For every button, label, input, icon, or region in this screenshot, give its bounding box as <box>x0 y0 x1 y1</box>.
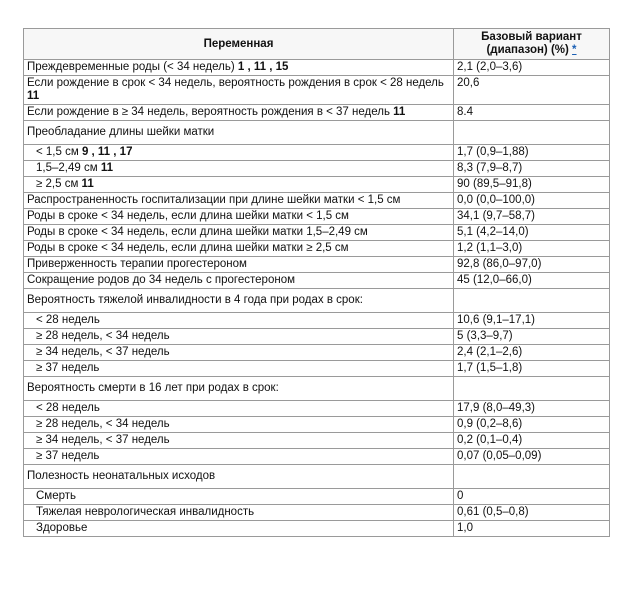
row-value-cell <box>454 401 610 417</box>
row-label-cell <box>24 105 454 121</box>
row-value-cell <box>454 225 610 241</box>
table-row <box>24 145 610 161</box>
table-row <box>24 489 610 505</box>
row-label: Вероятность смерти в 16 лет при родах в срок: <box>27 382 279 394</box>
row-value-cell <box>454 177 610 193</box>
row-label-cell <box>24 225 454 241</box>
row-label-cell <box>24 145 454 161</box>
row-value-cell <box>454 145 610 161</box>
row-references: 9 , 11 , 17 <box>78 146 133 158</box>
row-label: ≥ 28 недель, < 34 недель <box>36 330 170 342</box>
table-row <box>24 433 610 449</box>
row-value: 0,07 (0,05–0,09) <box>457 450 542 462</box>
row-value: 45 (12,0–66,0) <box>457 274 532 286</box>
table-row <box>24 193 610 209</box>
row-label: ≥ 2,5 см <box>36 178 79 190</box>
row-label-cell <box>24 76 454 105</box>
row-label-cell <box>24 193 454 209</box>
table-row <box>24 329 610 345</box>
row-label-cell <box>24 161 454 177</box>
row-label: Распространенность госпитализации при длине шейки матки < 1,5 см <box>27 194 401 206</box>
table-row <box>24 225 610 241</box>
row-value-cell <box>454 417 610 433</box>
row-label: Смерть <box>36 490 77 502</box>
row-label-cell <box>24 345 454 361</box>
row-label-cell <box>24 377 454 401</box>
row-value-cell <box>454 193 610 209</box>
row-value: 0,0 (0,0–100,0) <box>457 194 536 206</box>
row-value-cell <box>454 521 610 537</box>
row-value: 10,6 (9,1–17,1) <box>457 314 536 326</box>
row-label-cell <box>24 209 454 225</box>
row-value: 8.4 <box>457 106 473 118</box>
row-value: 2,1 (2,0–3,6) <box>457 61 523 73</box>
row-label-cell <box>24 329 454 345</box>
row-value-cell <box>454 60 610 76</box>
row-label: 1,5–2,49 см <box>36 162 98 174</box>
table-row <box>24 60 610 76</box>
row-value-cell <box>454 449 610 465</box>
row-label: < 28 недель <box>36 402 100 414</box>
row-label-cell <box>24 313 454 329</box>
row-value-cell <box>454 361 610 377</box>
table-header-row <box>24 29 610 60</box>
table-row <box>24 241 610 257</box>
row-label: Роды в сроке < 34 недель, если длина шейки матки 1,5–2,49 см <box>27 226 368 238</box>
table-row <box>24 177 610 193</box>
row-label: < 28 недель <box>36 314 100 326</box>
row-label: Вероятность тяжелой инвалидности в 4 года при родах в срок: <box>27 294 363 306</box>
row-label: Преждевременные роды (< 34 недель) <box>27 61 235 73</box>
row-value: 0,2 (0,1–0,4) <box>457 434 523 446</box>
row-value-cell <box>454 489 610 505</box>
row-value: 92,8 (86,0–97,0) <box>457 258 542 270</box>
row-label-cell <box>24 401 454 417</box>
row-value: 90 (89,5–91,8) <box>457 178 532 190</box>
row-label: ≥ 34 недель, < 37 недель <box>36 434 170 446</box>
row-label-cell <box>24 505 454 521</box>
row-value: 1,7 (1,5–1,8) <box>457 362 523 374</box>
row-value: 1,0 <box>457 522 473 534</box>
row-value: 34,1 (9,7–58,7) <box>457 210 536 222</box>
row-value-cell <box>454 76 610 105</box>
row-label-cell <box>24 121 454 145</box>
row-references: 11 <box>97 162 113 174</box>
row-label: < 1,5 см <box>36 146 79 158</box>
header-base-value <box>454 29 610 60</box>
row-label: Роды в сроке < 34 недель, если длина шейки матки ≥ 2,5 см <box>27 242 349 254</box>
row-value: 20,6 <box>457 77 480 89</box>
row-value: 17,9 (8,0–49,3) <box>457 402 536 414</box>
row-value: 5 (3,3–9,7) <box>457 330 513 342</box>
table-row <box>24 345 610 361</box>
row-value: 8,3 (7,9–8,7) <box>457 162 523 174</box>
table-section-row <box>24 289 610 313</box>
row-label-cell <box>24 521 454 537</box>
row-value-cell <box>454 465 610 489</box>
table-section-row <box>24 121 610 145</box>
row-label-cell <box>24 257 454 273</box>
row-label: Если рождение в срок < 34 недель, вероятность рождения в срок < 28 недель <box>27 77 444 89</box>
row-label-cell <box>24 361 454 377</box>
row-label: Роды в сроке < 34 недель, если длина шейки матки < 1,5 см <box>27 210 349 222</box>
row-value: 2,4 (2,1–2,6) <box>457 346 523 358</box>
parameters-table-container <box>23 28 609 537</box>
table-row <box>24 313 610 329</box>
row-references: 11 <box>27 90 40 102</box>
row-value-cell <box>454 161 610 177</box>
table-row <box>24 161 610 177</box>
row-value: 1,7 (0,9–1,88) <box>457 146 529 158</box>
table-row <box>24 209 610 225</box>
row-label-cell <box>24 433 454 449</box>
header-variable: Переменная <box>24 29 454 60</box>
table-body <box>24 60 610 537</box>
table-row <box>24 361 610 377</box>
table-row <box>24 417 610 433</box>
row-label-cell <box>24 449 454 465</box>
row-value-cell <box>454 105 610 121</box>
table-section-row <box>24 377 610 401</box>
row-value-cell <box>454 121 610 145</box>
row-label-cell <box>24 417 454 433</box>
row-label-cell <box>24 177 454 193</box>
row-value: 0 <box>457 490 464 502</box>
row-references: 11 <box>389 106 406 118</box>
row-label-cell <box>24 60 454 76</box>
row-label: Тяжелая неврологическая инвалидность <box>36 506 255 518</box>
row-value-cell <box>454 345 610 361</box>
row-label-cell <box>24 489 454 505</box>
row-value: 0,9 (0,2–8,6) <box>457 418 523 430</box>
row-value-cell <box>454 377 610 401</box>
row-value-cell <box>454 433 610 449</box>
row-label-cell <box>24 465 454 489</box>
row-value-cell <box>454 289 610 313</box>
table-section-row <box>24 465 610 489</box>
table-row <box>24 505 610 521</box>
table-row <box>24 273 610 289</box>
row-value-cell <box>454 273 610 289</box>
table-row <box>24 401 610 417</box>
row-label-cell <box>24 289 454 313</box>
row-value-cell <box>454 505 610 521</box>
row-label-cell <box>24 273 454 289</box>
table-row <box>24 521 610 537</box>
row-label: Здоровье <box>36 522 88 534</box>
row-label: Сокращение родов до 34 недель с прогестероном <box>27 274 295 286</box>
row-references: 11 <box>78 178 94 190</box>
row-value-cell <box>454 257 610 273</box>
table-row <box>24 76 610 105</box>
footnote-link[interactable]: * <box>572 44 577 56</box>
row-label: Преобладание длины шейки матки <box>27 126 215 138</box>
row-references: 1 , 11 , 15 <box>234 61 289 73</box>
row-value: 0,61 (0,5–0,8) <box>457 506 529 518</box>
row-label: Полезность неонатальных исходов <box>27 470 216 482</box>
row-label: ≥ 37 недель <box>36 362 100 374</box>
row-label-cell <box>24 241 454 257</box>
row-label: ≥ 34 недель, < 37 недель <box>36 346 170 358</box>
row-value-cell <box>454 209 610 225</box>
row-value: 5,1 (4,2–14,0) <box>457 226 529 238</box>
parameters-table <box>23 28 610 537</box>
row-value: 1,2 (1,1–3,0) <box>457 242 523 254</box>
table-row <box>24 257 610 273</box>
table-row <box>24 449 610 465</box>
row-value-cell <box>454 241 610 257</box>
row-value-cell <box>454 329 610 345</box>
row-label: ≥ 37 недель <box>36 450 100 462</box>
table-row <box>24 105 610 121</box>
header-base-value-label: Базовый вариант (диапазон) (%) <box>481 31 582 56</box>
row-label: Если рождение в ≥ 34 недель, вероятность рождения в < 37 недель <box>27 106 390 118</box>
row-label: ≥ 28 недель, < 34 недель <box>36 418 170 430</box>
row-label: Приверженность терапии прогестероном <box>27 258 247 270</box>
row-value-cell <box>454 313 610 329</box>
